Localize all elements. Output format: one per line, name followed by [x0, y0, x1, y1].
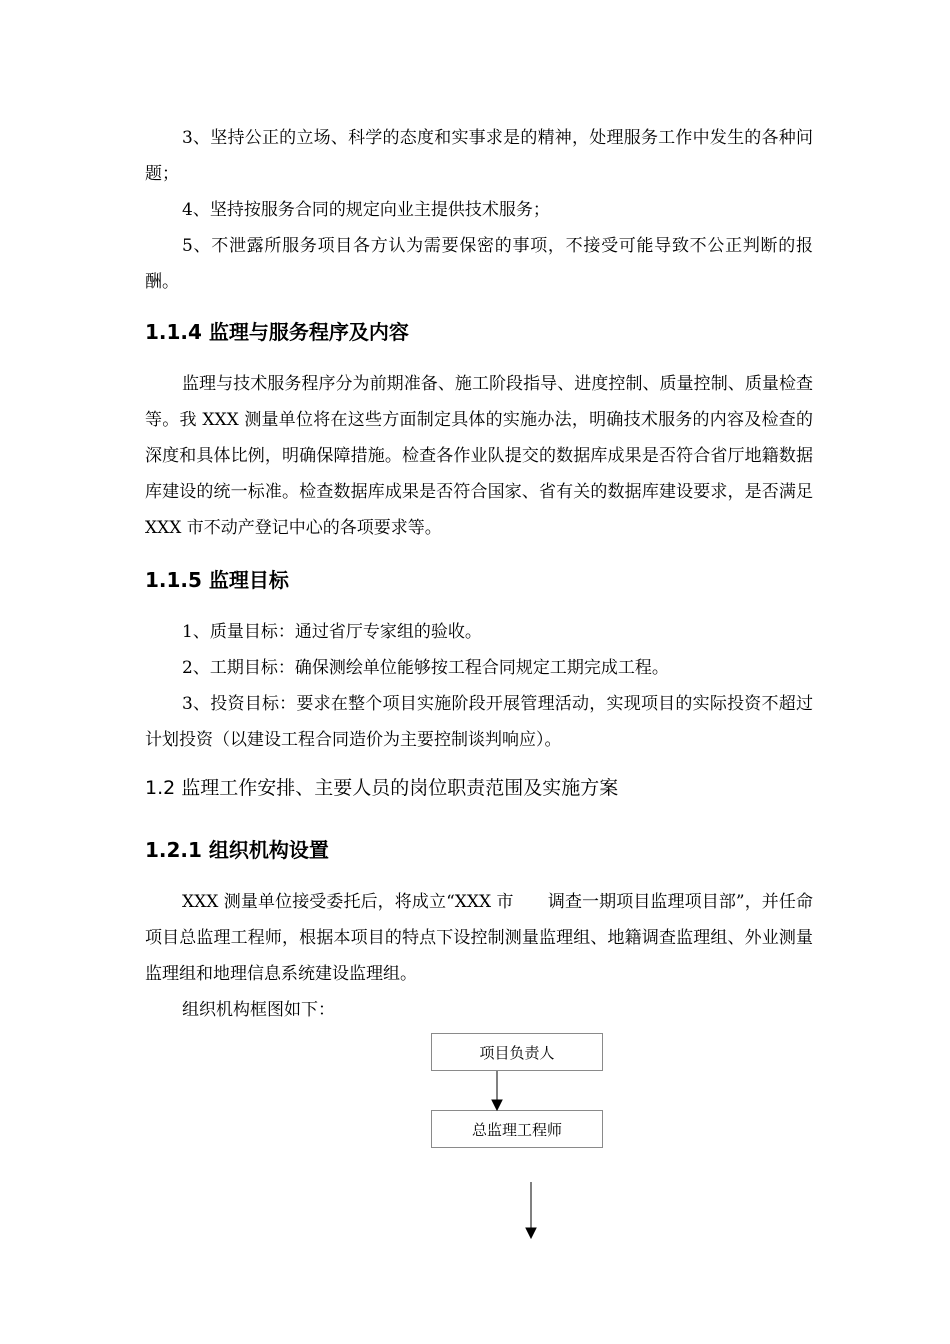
principle-5: 5、不泄露所服务项目各方认为需要保密的事项，不接受可能导致不公正判断的报酬。 — [145, 236, 813, 292]
org-chart-intro: 组织机构框图如下： — [182, 1000, 335, 1020]
org-node-chief-supervisor: 总监理工程师 — [431, 1110, 603, 1148]
section-1-2-1-body: XXX 测量单位接受委托后，将成立“XXX 市 调查一期项目监理项目部”，并任命项目总监理工程师，根据本项目的特点下设控制测量监理组、地籍调查监理组、外业测量监理组和地理信息系统建设监理组。 — [145, 892, 813, 984]
arrow-chief-to-groups — [526, 1182, 536, 1238]
goal-schedule: 2、工期目标：确保测绘单位能够按工程合同规定工期完成工程。 — [182, 658, 669, 678]
heading-1-2-1: 1.2.1 组织机构设置 — [145, 838, 329, 862]
heading-1-1-4: 1.1.4 监理与服务程序及内容 — [145, 320, 409, 344]
org-node-project-lead: 项目负责人 — [431, 1033, 603, 1071]
heading-1-1-5: 1.1.5 监理目标 — [145, 568, 289, 592]
goal-quality: 1、质量目标：通过省厅专家组的验收。 — [182, 622, 482, 642]
goal-investment: 3、投资目标：要求在整个项目实施阶段开展管理活动，实现项目的实际投资不超过计划投资（以建设工程合同造价为主要控制谈判响应）。 — [145, 694, 813, 750]
section-1-1-4-body: 监理与技术服务程序分为前期准备、施工阶段指导、进度控制、质量控制、质量检查等。我 XXX 测量单位将在这些方面制定具体的实施办法，明确技术服务的内容及检查的深度和具体比例，明确保障措施。检查各作业队提交的数据库成果是否符合省厅地籍数据库建设的统一标准。检查数据库成果是否符合国家、省有关的数据库建设要求，是否满足 XXX 市不动产登记中心的各项要求等。 — [145, 374, 813, 538]
principle-3: 3、坚持公正的立场、科学的态度和实事求是的精神，处理服务工作中发生的各种问题； — [145, 128, 813, 184]
arrow-lead-to-chief — [492, 1071, 502, 1110]
heading-1-2: 1.2 监理工作安排、主要人员的岗位职责范围及实施方案 — [145, 777, 619, 799]
principle-4: 4、坚持按服务合同的规定向业主提供技术服务； — [182, 200, 550, 220]
